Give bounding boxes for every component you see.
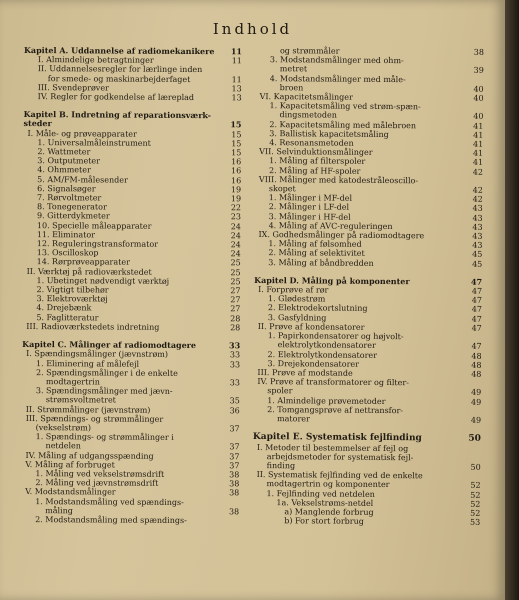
toc-page-number: 43 xyxy=(472,213,483,223)
toc-entry-text: 3. Spændingsmålinger med jævn- xyxy=(35,386,173,397)
toc-entry-text: 12. Reguleringstransformator xyxy=(36,239,159,249)
toc-entry-text: III. Spændings- og strømmålinger xyxy=(25,413,164,424)
toc-entry-text: steder xyxy=(23,118,52,129)
toc-entry-text: I. Spændingsmålinger (jævnstrøm) xyxy=(26,349,169,360)
toc-entry-text: III. Prøve af modstande xyxy=(257,367,353,378)
toc-entry-text: 1. Eliminering af målefejl xyxy=(36,358,140,369)
toc-entry-text: II. Uddannelsesregler for lærlinge inden xyxy=(37,64,203,75)
toc-page-number: 49 xyxy=(471,388,482,398)
toc-entry-text: 3. Ballistisk kapacitetsmåling xyxy=(269,128,389,139)
toc-page-number: 43 xyxy=(472,222,483,232)
toc-entry xyxy=(22,322,240,333)
toc-page-number: 25 xyxy=(230,267,241,277)
toc-entry xyxy=(21,515,239,526)
toc-entry-text: a) Manglende forbrug xyxy=(284,507,374,517)
toc-page-number: 33 xyxy=(229,378,240,388)
toc-page-number: 41 xyxy=(473,139,484,149)
toc-page-number: 15 xyxy=(231,148,242,158)
toc-page-number: 43 xyxy=(472,240,483,251)
toc-entry-text: spoler xyxy=(267,386,293,396)
toc-page-number: 49 xyxy=(470,415,482,425)
toc-page-number: 47 xyxy=(471,295,483,306)
toc-entry-text: modtagertrin xyxy=(45,377,100,387)
toc-entry-text: Kapitel B. Indretning af reparationsværk- xyxy=(23,109,212,121)
toc-entry-text: II. Systematisk fejlfinding ved de enkelte xyxy=(256,470,423,481)
toc-entry-text: 5. AM/FM-målesender xyxy=(37,174,128,185)
toc-entry-text: strømsvoltmetret xyxy=(45,395,116,405)
toc-entry-text: måling xyxy=(45,505,73,516)
toc-entry-text: 1. Måling af filterspoler xyxy=(269,156,366,167)
toc-page-number: 50 xyxy=(470,462,481,472)
toc-page-number: 47 xyxy=(471,314,482,324)
toc-entry-text: 1. Målinger i MF-del xyxy=(268,193,353,204)
toc-page-number: 42 xyxy=(472,194,483,205)
toc-entry-text: 2. Kapacitetsmåling med målebroen xyxy=(269,119,417,130)
toc-entry-text: Kapitel A. Uddannelse af radiomekanikere xyxy=(23,45,215,57)
toc-page-number: 38 xyxy=(229,479,240,489)
toc-entry xyxy=(24,92,242,103)
toc-entry-text: IV. Måling af udgangsspænding xyxy=(25,450,154,461)
toc-page-number: 48 xyxy=(471,351,482,361)
toc-entry-text: III. Svendeprøver xyxy=(37,82,109,93)
toc-page-number: 45 xyxy=(472,250,483,260)
toc-page-number: 15 xyxy=(231,139,242,149)
toc-entry-text: 1a. Vekselstrøms-netdel xyxy=(276,498,374,508)
toc-entry-text: 3. Målinger i HF-del xyxy=(268,211,351,222)
toc-page-number: 11 xyxy=(231,56,242,66)
toc-entry-text: (vekselstrøm) xyxy=(35,423,91,433)
toc-page-number: 24 xyxy=(230,240,241,250)
toc-page-number: 40 xyxy=(473,84,484,94)
toc-entry-text: 13. Oscilloskop xyxy=(36,248,99,258)
toc-entry-text: 10. Specielle måleapparater xyxy=(36,220,152,231)
toc-page-number: 47 xyxy=(471,323,482,333)
book-edge xyxy=(505,0,519,600)
toc-entry-text: V. Modstandsmålinger xyxy=(25,487,116,497)
toc-entry-text: IX. Godhedsmålinger på radiomodtagere xyxy=(258,230,425,241)
toc-page-number: 40 xyxy=(473,93,484,103)
toc-left-column xyxy=(21,46,242,525)
toc-page-number: 33 xyxy=(229,350,241,360)
toc-page-number: 13 xyxy=(231,84,242,94)
toc-page-number: 25 xyxy=(230,277,241,287)
toc-entry-text: 1. Spændings- og strømmålinger i xyxy=(35,432,174,443)
toc-entry-text: og strømmåler xyxy=(279,46,340,56)
toc-page-number: 47 xyxy=(471,341,482,352)
toc-entry-text: 4. Resonansmetoden xyxy=(269,138,354,148)
toc-entry-text: 1. Fejlfinding ved netdelen xyxy=(266,488,375,499)
toc-page-number: 52 xyxy=(470,490,481,500)
toc-entry-text: 1. Universalmåleinstrument xyxy=(37,137,151,148)
toc-entry-text: 2. Modstandsmåling med spændings- xyxy=(35,515,187,525)
toc-page-number: 47 xyxy=(470,276,483,287)
toc-page-number: 52 xyxy=(470,508,481,518)
toc-entry-text: 8. Tonegenerator xyxy=(36,202,107,212)
toc-page-number: 15 xyxy=(230,119,242,130)
toc-entry-text: 2. Måling af HF-spoler xyxy=(268,165,361,176)
toc-page-number: 47 xyxy=(471,305,482,315)
toc-page-number: 37 xyxy=(229,424,240,434)
toc-entry-text: 3. Drejekondensatorer xyxy=(267,358,360,369)
toc-page-number: 28 xyxy=(230,323,241,333)
toc-entry-text: 3. Gasfyldning xyxy=(267,312,327,323)
toc-entry-text: 2. Tomgangsprøve af nettransfor- xyxy=(267,404,404,415)
toc-entry-text: VIII. Målinger med katodestråleoscillo- xyxy=(258,174,419,186)
toc-entry-text: VI. Kapacitetsmålinger xyxy=(259,92,353,102)
toc-entry-text: finding xyxy=(266,461,296,471)
toc-entry-text: 2. Måling ved jævnstrømsdrift xyxy=(35,478,159,488)
toc-entry-text: 3. Måling af båndbredden xyxy=(268,257,374,268)
toc-page-number: 27 xyxy=(230,304,241,314)
toc-entry-text: 7. Rørvoltmeter xyxy=(37,193,102,203)
toc-entry-text: 4. Ohmmeter xyxy=(37,165,91,175)
toc-entry xyxy=(253,414,481,425)
toc-page-number: 38 xyxy=(229,488,240,498)
toc-entry-text: I. Metoder til bestemmelser af fejl og xyxy=(256,442,409,453)
toc-page-number: 41 xyxy=(473,130,484,140)
toc-entry-text: 3. Outputmeter xyxy=(37,156,101,166)
toc-right-column xyxy=(252,46,484,527)
toc-entry-text: II. Værktøj på radioværkstedet xyxy=(26,266,152,277)
toc-entry-text: 1. Måling af følsomhed xyxy=(268,239,362,250)
toc-entry-text: 1. Kapacitetsmåling ved strøm-spæn- xyxy=(269,101,421,112)
toc-page-number: 16 xyxy=(231,166,242,176)
toc-entry-text: modtagertrin og komponenter xyxy=(266,479,390,490)
toc-entry-text: broen xyxy=(279,82,304,93)
toc-entry-text: 2. Wattmeter xyxy=(37,147,91,157)
toc-page-number: 43 xyxy=(472,231,483,241)
toc-entry-text: 2. Måling af selektivitet xyxy=(268,248,365,259)
toc-page-number: 28 xyxy=(230,313,241,324)
toc-page-number: 11 xyxy=(231,74,242,84)
toc-entry-text: 4. Måling af AVC-reguleringen xyxy=(268,220,393,231)
toc-entry-text: II. Strømmålinger (jævnstrøm) xyxy=(25,404,151,415)
toc-entry-text: metret xyxy=(279,64,308,74)
toc-entry-text: III. Radioværkstedets indretning xyxy=(26,321,160,332)
toc-page-number: 47 xyxy=(471,286,483,296)
toc-entry-text: 2. Spændingsmålinger i de enkelte xyxy=(35,367,178,378)
toc-page-number: 16 xyxy=(230,175,242,185)
toc-entry-text: V. Måling af forbruget xyxy=(25,459,115,470)
toc-entry-text: 3. Modstandsmålinger med ohm- xyxy=(269,55,404,66)
toc-entry-text: 11. Eliminator xyxy=(36,229,96,240)
toc-page-number: 25 xyxy=(230,258,241,268)
toc-entry-text: 9. Gitterdykmeter xyxy=(36,211,110,221)
toc-page-number: 38 xyxy=(229,470,240,480)
toc-page-number: 42 xyxy=(472,167,484,177)
toc-page-number: 19 xyxy=(230,185,242,195)
toc-page-number: 38 xyxy=(473,47,484,57)
toc-entry-text: Kapitel D. Måling på komponenter xyxy=(254,274,410,287)
toc-page-number: 27 xyxy=(230,286,241,296)
toc-entry-text: 2. Elektrolytkondensatorer xyxy=(267,349,378,360)
toc-page-number: 52 xyxy=(470,481,481,491)
toc-entry-text: I. Forprøve af rør xyxy=(258,285,329,295)
toc-page-number: 24 xyxy=(230,249,241,259)
toc-page-number: 27 xyxy=(230,295,241,305)
toc-entry-text: elektrolytkondensatorer xyxy=(277,340,376,351)
toc-page-number: 37 xyxy=(229,442,240,452)
toc-page-number: 24 xyxy=(230,221,241,231)
toc-entry xyxy=(254,258,482,269)
toc-entry-text: 2. Vigtigt tilbehør xyxy=(36,285,109,295)
toc-page-number: 52 xyxy=(470,499,481,509)
toc-entry-text: 2. Elektrodekortslutning xyxy=(267,303,368,314)
toc-page-number: 50 xyxy=(468,433,481,444)
toc-page-number: 36 xyxy=(229,405,240,415)
toc-entry-text: Kapitel C. Målinger af radiomodtagere xyxy=(22,339,197,351)
toc-page-number: 22 xyxy=(230,203,242,213)
toc-page-number: 16 xyxy=(231,157,242,167)
toc-page-number: 48 xyxy=(471,360,482,370)
toc-page-number: 53 xyxy=(470,517,481,528)
toc-entry-text: skopet xyxy=(268,184,296,194)
toc-page-number: 15 xyxy=(231,129,242,139)
toc-entry-text: matorer xyxy=(277,414,310,424)
toc-page-number: 45 xyxy=(472,259,483,269)
toc-entry-text: VII. Selvinduktionsmålinger xyxy=(259,147,373,158)
toc-page-number: 37 xyxy=(229,451,240,461)
toc-page-number: 41 xyxy=(472,158,484,168)
toc-page-number: 23 xyxy=(230,212,241,222)
toc-page-number: 48 xyxy=(471,369,482,379)
toc-entry-text: IV. Prøve af transformatorer og filter- xyxy=(257,377,409,388)
toc-entry-text: 4. Modstandsmålinger med måle- xyxy=(269,73,406,84)
toc-entry-text: 1. Ubetinget nødvendigt værktøj xyxy=(36,275,170,286)
toc-page-number: 40 xyxy=(473,112,484,122)
toc-entry xyxy=(252,516,480,527)
toc-entry-text: IV. Regler for godkendelse af læreplad xyxy=(37,92,195,103)
toc-entry-text: II. Prøve af kondensatorer xyxy=(257,321,365,332)
toc-page-number: 33 xyxy=(229,340,241,351)
toc-entry-text: Kapitel E. Systematisk fejlfinding xyxy=(252,432,422,444)
toc-entry-text: 1. Måling ved vekselstrømsdrift xyxy=(35,469,165,479)
toc-page-number: 39 xyxy=(473,66,484,76)
toc-entry-text: 2. Målinger i LF-del xyxy=(268,202,350,213)
page-title: Indhold xyxy=(212,20,293,38)
toc-entry-text: arbejdsmetoder for systematisk fejl- xyxy=(266,451,414,463)
toc-entry-text: netdelen xyxy=(45,441,81,451)
toc-entry-text: 6. Signalsøger xyxy=(37,183,96,194)
toc-entry-text: 4. Drejebænk xyxy=(36,303,92,313)
toc-entry-text: 1. Almindelige prøvemetoder xyxy=(267,395,386,406)
toc-entry-text: 3. Elektroværktøj xyxy=(36,294,108,304)
toc-page-number: 37 xyxy=(229,460,240,471)
toc-page-number: 33 xyxy=(229,359,241,369)
toc-entry-text: b) For stort forbrug xyxy=(284,516,364,527)
toc-page-number: 41 xyxy=(473,121,484,131)
toc-page-number: 42 xyxy=(472,185,483,195)
toc-page-number: 11 xyxy=(230,46,243,57)
toc-entry-text: 1. Modstandsmåling ved spændings- xyxy=(35,496,184,507)
toc-entry-text: 1. Glødestrøm xyxy=(267,294,326,304)
toc-entry-text: 1. Papirkondensatorer og højvolt- xyxy=(267,331,404,342)
toc-entry-text: for smede- og maskinarbejderfaget xyxy=(47,73,191,84)
toc-entry-text: 14. Rørprøveapparater xyxy=(36,257,130,268)
toc-entry-text: dingsmetoden xyxy=(279,110,337,121)
toc-entry-text: 5. Faglitteratur xyxy=(36,312,99,323)
toc-page-number: 38 xyxy=(228,507,240,517)
toc-page-number: 19 xyxy=(230,194,242,204)
toc-page-number: 49 xyxy=(470,397,482,407)
toc-page-number: 35 xyxy=(229,396,240,406)
toc-page-number: 41 xyxy=(472,148,484,159)
toc-page-number: 24 xyxy=(230,231,241,241)
toc-entry-text: I. Almindelige betragtninger xyxy=(37,55,154,65)
toc-page-number: 43 xyxy=(472,204,483,214)
toc-page-number: 13 xyxy=(231,93,242,103)
toc-entry-text: I. Måle- og prøveapparater xyxy=(27,128,137,139)
